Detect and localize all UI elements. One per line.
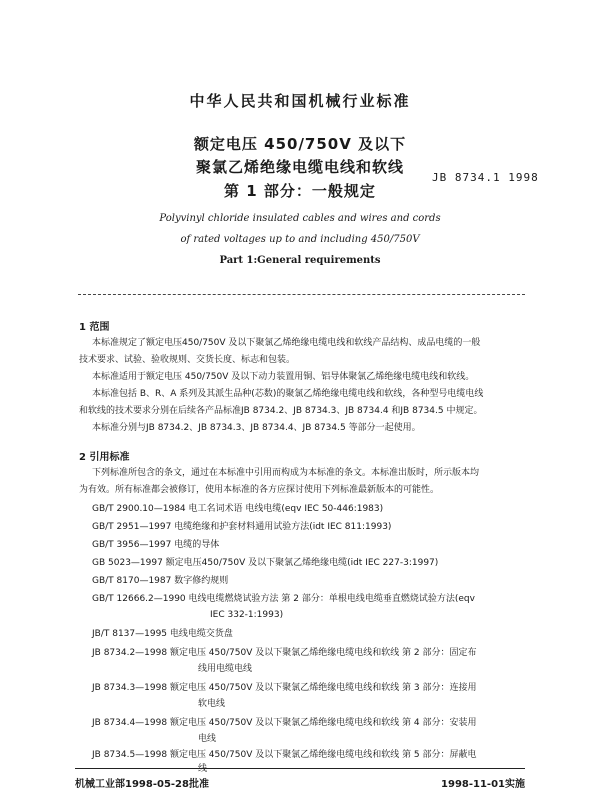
reference-item: JB 8734.2—1998 额定电压 450/750V 及以下聚氯乙烯绝缘电缆电线和软线 第 2 部分：固定布 (92, 648, 477, 658)
section2-intro: 下列标准所包含的条文，通过在本标准中引用而构成为本标准的条文。本标准出版时，所示版本均 (92, 468, 480, 478)
issuer-header: 中华人民共和国机械行业标准 (189, 92, 411, 110)
reference-item-cont: 线用电缆电线 (198, 664, 253, 674)
title-cn-line1: 额定电压 450/750V 及以下 (193, 135, 407, 153)
reference-item: GB/T 2951—1997 电缆绝缘和护套材料通用试验方法(idt IEC 811:1993) (92, 522, 392, 532)
section1-para: 和软线的技术要求分别在后续各产品标准JB 8734.2、JB 8734.3、JB 8734.4 和JB 8734.5 中规定。 (79, 406, 483, 416)
section1-para: 本标准分别与JB 8734.2、JB 8734.3、JB 8734.4、JB 8734.5 等部分一起使用。 (92, 423, 421, 433)
reference-item-cont: 线 (198, 764, 208, 774)
reference-item-cont: 电线 (198, 734, 217, 744)
section2-heading: 2 引用标准 (79, 452, 130, 463)
title-divider (78, 294, 525, 295)
section1-para: 本标准包括 B、R、A 系列及其派生品种(芯数)的聚氯乙烯绝缘电缆电线和软线，各种型号电缆电线 (92, 389, 484, 399)
section1-para: 技术要求、试验、验收规则、交货长度、标志和包装。 (79, 355, 296, 365)
reference-item: JB 8734.3—1998 额定电压 450/750V 及以下聚氯乙烯绝缘电缆电线和软线 第 3 部分：连接用 (92, 683, 477, 693)
reference-item: GB/T 3956—1997 电缆的导体 (92, 540, 220, 550)
reference-item: GB/T 12666.2—1990 电线电缆燃烧试验方法 第 2 部分：单根电线电缆垂直燃烧试验方法(eqv (92, 594, 475, 604)
reference-item: GB/T 2900.10—1984 电工名词术语 电线电缆(eqv IEC 50-446:1983) (92, 504, 384, 514)
reference-item-cont: 软电线 (198, 699, 226, 709)
reference-item: GB 5023—1997 额定电压450/750V 及以下聚氯乙烯绝缘电缆(idt IEC 227-3:1997) (92, 558, 439, 568)
footer-rule (75, 768, 525, 769)
standard-code: JB 8734.1 1998 (432, 171, 539, 184)
section2-intro: 为有效。所有标准都会被修订，使用本标准的各方应探讨使用下列标准最新版本的可能性。 (79, 485, 440, 495)
title-en-line2: of rated voltages up to and including 450/750V (180, 234, 420, 245)
section1-para: 本标准规定了额定电压450/750V 及以下聚氯乙烯绝缘电缆电线和软线产品结构、成品电缆的一般 (92, 338, 481, 348)
reference-item: JB 8734.4—1998 额定电压 450/750V 及以下聚氯乙烯绝缘电缆电线和软线 第 4 部分：安装用 (92, 718, 477, 728)
title-cn-line3: 第 1 部分：一般规定 (224, 182, 376, 200)
section1-heading: 1 范围 (79, 322, 110, 333)
effective-date: 1998-11-01实施 (441, 779, 525, 790)
section1-para: 本标准适用于额定电压 450/750V 及以下动力装置用铜、铝导体聚氯乙烯绝缘电缆电线和软线。 (92, 372, 475, 382)
reference-item: JB 8734.5—1998 额定电压 450/750V 及以下聚氯乙烯绝缘电缆电线和软线 第 5 部分：屏蔽电 (92, 750, 477, 760)
reference-item-cont: IEC 332-1:1993) (210, 610, 284, 620)
title-en-line3: Part 1:General requirements (219, 255, 381, 266)
approval-date: 机械工业部1998-05-28批准 (75, 779, 209, 790)
title-en-line1: Polyvinyl chloride insulated cables and wires and cords (159, 213, 441, 224)
reference-item: GB/T 8170—1987 数字修约规则 (92, 576, 229, 586)
title-cn-line2: 聚氯乙烯绝缘电缆电线和软线 (195, 158, 404, 176)
reference-item: JB/T 8137—1995 电线电缆交货盘 (92, 629, 233, 639)
